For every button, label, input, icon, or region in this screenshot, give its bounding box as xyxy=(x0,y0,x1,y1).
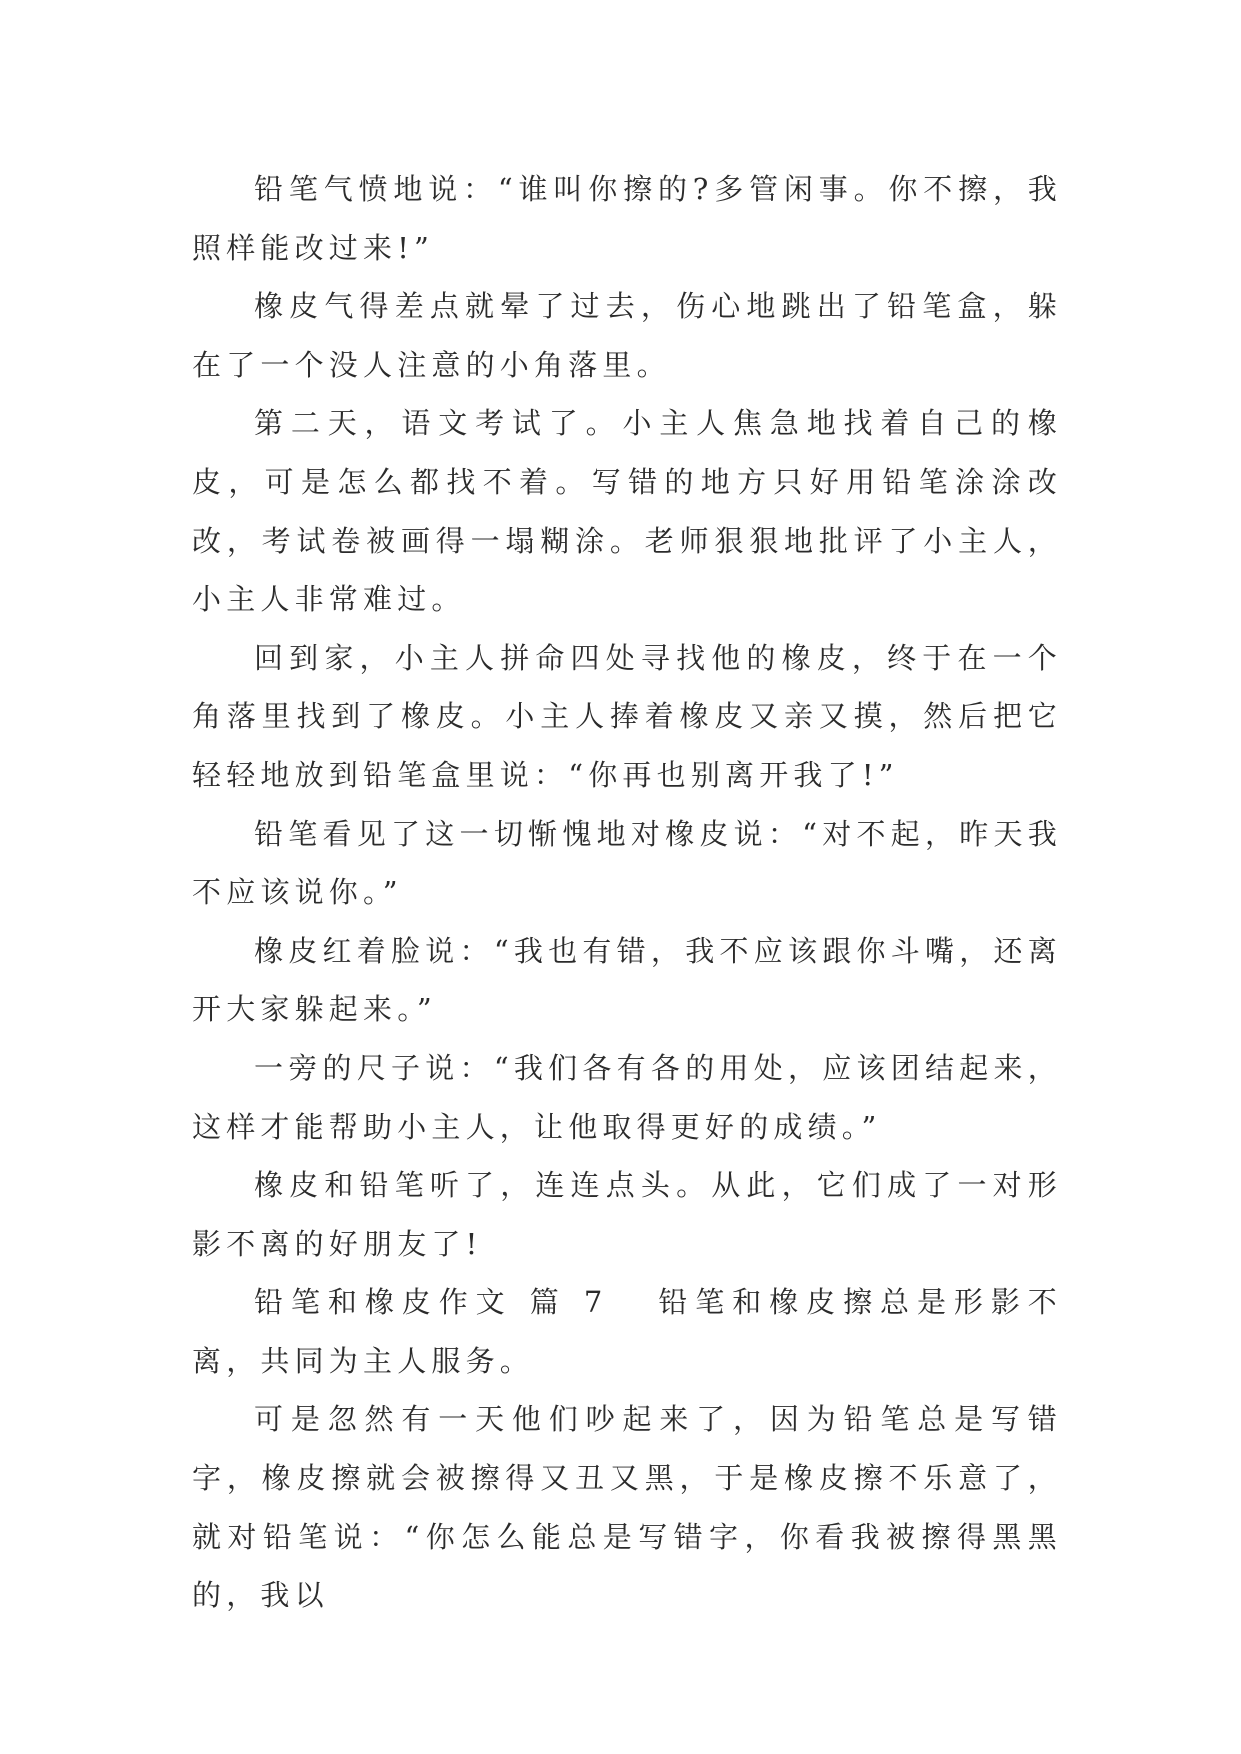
section-first-text: 铅笔和橡皮擦总是形影不离，共同为主人服务。 xyxy=(192,1285,1063,1378)
paragraph-8: 橡皮和铅笔听了，连连点头。从此，它们成了一对形影不离的好朋友了! xyxy=(192,1168,1062,1261)
paragraph-3: 第二天，语文考试了。小主人焦急地找着自己的橡皮，可是怎么都找不着。写错的地方只好用铅笔涂涂改改，考试卷被画得一塌糊涂。老师狠狠地批评了小主人，小主人非常难过。 xyxy=(192,406,1062,617)
paragraph-2: 橡皮气得差点就晕了过去，伤心地跳出了铅笔盒，躲在了一个没人注意的小角落里。 xyxy=(192,289,1062,382)
paragraph-4: 回到家，小主人拼命四处寻找他的橡皮，终于在一个角落里找到了橡皮。小主人捧着橡皮又亲又摸，然后把它轻轻地放到铅笔盒里说：“你再也别离开我了!” xyxy=(192,640,1062,792)
paragraph-5: 铅笔看见了这一切惭愧地对橡皮说：“对不起，昨天我不应该说你。” xyxy=(192,816,1062,910)
document-body xyxy=(192,160,1062,1625)
paragraph-6: 橡皮红着脸说：“我也有错，我不应该跟你斗嘴，还离开大家躲起来。” xyxy=(192,933,1062,1027)
section-heading: 铅笔和橡皮作文 篇 7 xyxy=(254,1285,608,1320)
paragraph-7: 一旁的尺子说：“我们各有各的用处，应该团结起来，这样才能帮助小主人，让他取得更好的成绩。” xyxy=(192,1050,1062,1144)
section-paragraph xyxy=(192,1273,1062,1390)
paragraph-1: 铅笔气愤地说：“谁叫你擦的?多管闲事。你不擦，我照样能改过来!” xyxy=(192,172,1062,265)
paragraph-10: 可是忽然有一天他们吵起来了，因为铅笔总是写错字，橡皮擦就会被擦得又丑又黑，于是橡皮擦不乐意了，就对铅笔说：“你怎么能总是写错字，你看我被擦得黑黑的，我以 xyxy=(192,1402,1062,1613)
